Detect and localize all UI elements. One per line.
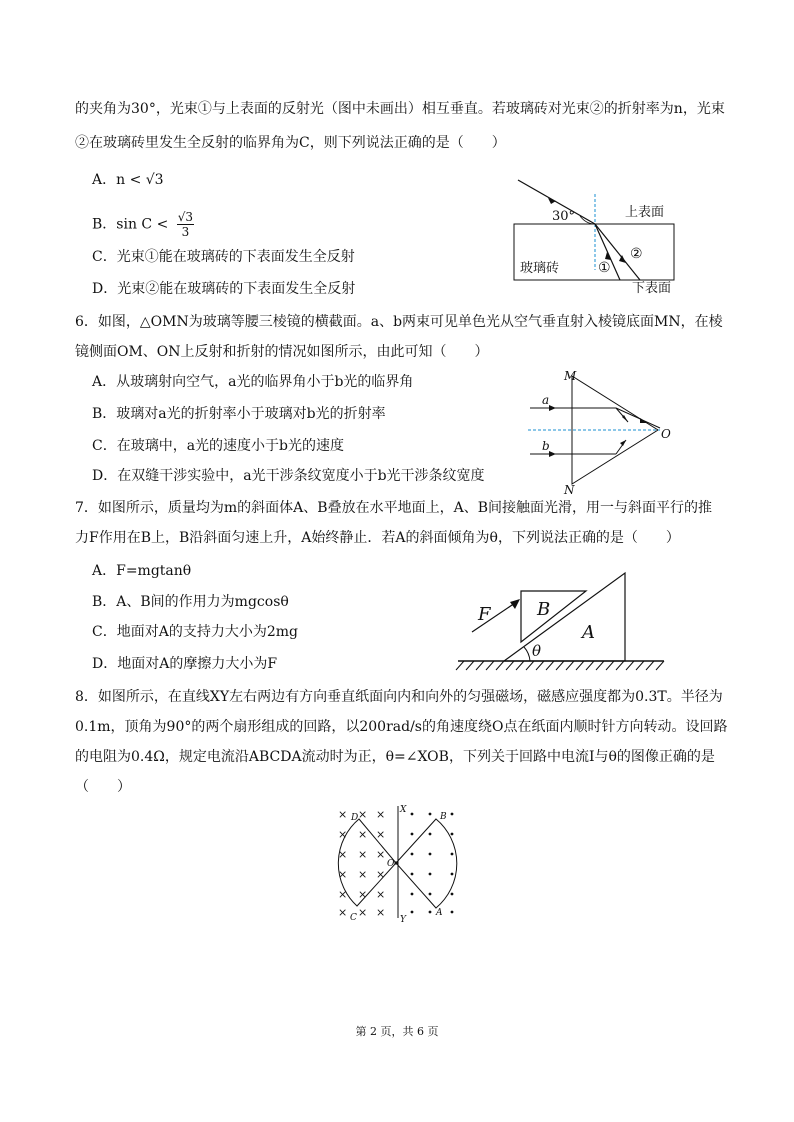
q6-figure bbox=[520, 366, 680, 497]
theta-arc bbox=[524, 647, 530, 661]
svg-text:×: × bbox=[338, 888, 348, 901]
label-d: D bbox=[351, 813, 359, 823]
q7-option-d: D．地面对A的摩擦力大小为F bbox=[92, 656, 278, 672]
label-a: A bbox=[436, 908, 443, 918]
q7-option-a: A．F=mgtanθ bbox=[92, 563, 192, 579]
label-b: B bbox=[537, 599, 551, 620]
q6-option-c: C．在玻璃中，a光的速度小于b光的速度 bbox=[92, 438, 345, 454]
q5-fraction-numerator: √3 bbox=[177, 210, 194, 224]
block-b bbox=[521, 591, 586, 642]
q8-stem-3: 的电阻为0.4Ω，规定电流沿ABCDA流动时为正，θ=∠XOB，下列关于回路中电流I与θ的图像正确的是 bbox=[75, 749, 715, 765]
q7-figure bbox=[450, 568, 670, 676]
label-n: N bbox=[564, 483, 575, 497]
ray-a-refracted-arrow bbox=[640, 418, 648, 423]
svg-text:×: × bbox=[376, 868, 386, 881]
q6-option-d: D．在双缝干涉实验中，a光干涉条纹宽度小于b光干涉条纹宽度 bbox=[92, 468, 485, 484]
q5-figure bbox=[500, 168, 700, 298]
ground-hatch bbox=[456, 661, 664, 670]
svg-text:×: × bbox=[376, 906, 386, 919]
ray-b-reflected-arrow bbox=[620, 440, 626, 446]
ray-a-refracted bbox=[616, 408, 660, 428]
q8-stem-2: 0.1m，顶角为90°的两个扇形组成的回路，以200rad/s的角速度绕O点在纸面内顺时针方向转动。设回路 bbox=[75, 719, 728, 735]
ray-b-arrow bbox=[549, 451, 556, 457]
q8-stem-4: （ ） bbox=[75, 779, 131, 795]
q6-stem-1: 6．如图，△OMN为玻璃等腰三棱镜的横截面。a、b两束可见单色光从空气垂直射入棱镜底面MN，在棱 bbox=[75, 314, 723, 330]
q5-fraction-denominator: 3 bbox=[181, 225, 190, 239]
svg-text:×: × bbox=[376, 808, 386, 821]
dot-field bbox=[411, 813, 454, 914]
q5-line-1: 的夹角为30°，光束①与上表面的反射光（图中未画出）相互垂直。若玻璃砖对光束②的折射率为n，光束 bbox=[75, 101, 725, 117]
top-surface-label: 上表面 bbox=[625, 205, 665, 220]
q6-option-a: A．从玻璃射向空气，a光的临界角小于b光的临界角 bbox=[92, 374, 414, 390]
svg-text:×: × bbox=[338, 868, 348, 881]
beam-2-label: ② bbox=[630, 246, 643, 262]
q5-option-b-fraction bbox=[177, 210, 194, 239]
label-x: X bbox=[400, 805, 407, 815]
svg-text:×: × bbox=[376, 828, 386, 841]
svg-text:×: × bbox=[358, 906, 368, 919]
glass-label: 玻璃砖 bbox=[520, 261, 560, 276]
q7-option-b: B．A、B间的作用力为mgcosθ bbox=[92, 594, 289, 610]
q7-option-c: C．地面对A的支持力大小为2mg bbox=[92, 624, 298, 640]
q7-stem-1: 7．如图所示，质量均为m的斜面体A、B叠放在水平地面上，A、B间接触面光滑，用一与斜面平行的推 bbox=[75, 500, 712, 516]
q5-option-c: C．光束①能在玻璃砖的下表面发生全反射 bbox=[92, 249, 355, 265]
svg-text:×: × bbox=[358, 848, 368, 861]
label-b: b bbox=[542, 439, 550, 453]
svg-text:×: × bbox=[338, 808, 348, 821]
label-a: a bbox=[542, 393, 550, 407]
block-a bbox=[504, 573, 625, 661]
q5-option-b-text: B．sin C < bbox=[92, 216, 169, 233]
svg-text:×: × bbox=[376, 888, 386, 901]
q5-line-2: ②在玻璃砖里发生全反射的临界角为C，则下列说法正确的是（ ） bbox=[75, 135, 506, 151]
label-theta: θ bbox=[532, 642, 542, 660]
force-f-arrowhead bbox=[510, 599, 520, 609]
svg-text:×: × bbox=[376, 848, 386, 861]
svg-text:×: × bbox=[358, 808, 368, 821]
q5-option-b bbox=[92, 210, 194, 239]
label-f: F bbox=[478, 604, 491, 625]
label-o: O bbox=[387, 859, 395, 869]
svg-text:×: × bbox=[358, 868, 368, 881]
q6-stem-2: 镜侧面OM、ON上反射和折射的情况如图所示，由此可知（ ） bbox=[75, 344, 489, 360]
svg-text:×: × bbox=[338, 848, 348, 861]
label-y: Y bbox=[400, 915, 406, 925]
label-c: C bbox=[350, 913, 357, 923]
cross-field bbox=[338, 808, 385, 919]
q7-stem-2: 力F作用在B上，B沿斜面匀速上升，A始终静止．若A的斜面倾角为θ，下列说法正确的是（ ） bbox=[75, 530, 680, 546]
pivot-o bbox=[394, 861, 397, 864]
svg-text:×: × bbox=[358, 888, 368, 901]
q5-option-d: D．光束②能在玻璃砖的下表面发生全反射 bbox=[92, 281, 356, 297]
beam-1-label: ① bbox=[598, 260, 611, 276]
q6-option-b: B．玻璃对a光的折射率小于玻璃对b光的折射率 bbox=[92, 406, 386, 422]
label-a: A bbox=[582, 622, 595, 643]
sector-right bbox=[396, 819, 457, 908]
q8-stem-1: 8．如图所示，在直线XY左右两边有方向垂直纸面向内和向外的匀强磁场，磁感应强度都为0.3T。半径为 bbox=[75, 689, 723, 705]
angle-label: 30° bbox=[552, 209, 576, 224]
label-m: M bbox=[564, 369, 577, 383]
q8-figure bbox=[332, 800, 472, 924]
beam-2-arrow bbox=[619, 255, 626, 263]
page-footer: 第 2 页，共 6 页 bbox=[355, 1025, 439, 1038]
label-o: O bbox=[661, 427, 671, 441]
q5-option-a: A．n < √3 bbox=[92, 172, 164, 188]
svg-text:×: × bbox=[338, 828, 348, 841]
bottom-surface-label: 下表面 bbox=[632, 281, 672, 296]
ray-a-arrow bbox=[549, 405, 556, 411]
label-b: B bbox=[440, 812, 447, 822]
svg-text:×: × bbox=[358, 828, 368, 841]
svg-text:×: × bbox=[338, 906, 348, 919]
